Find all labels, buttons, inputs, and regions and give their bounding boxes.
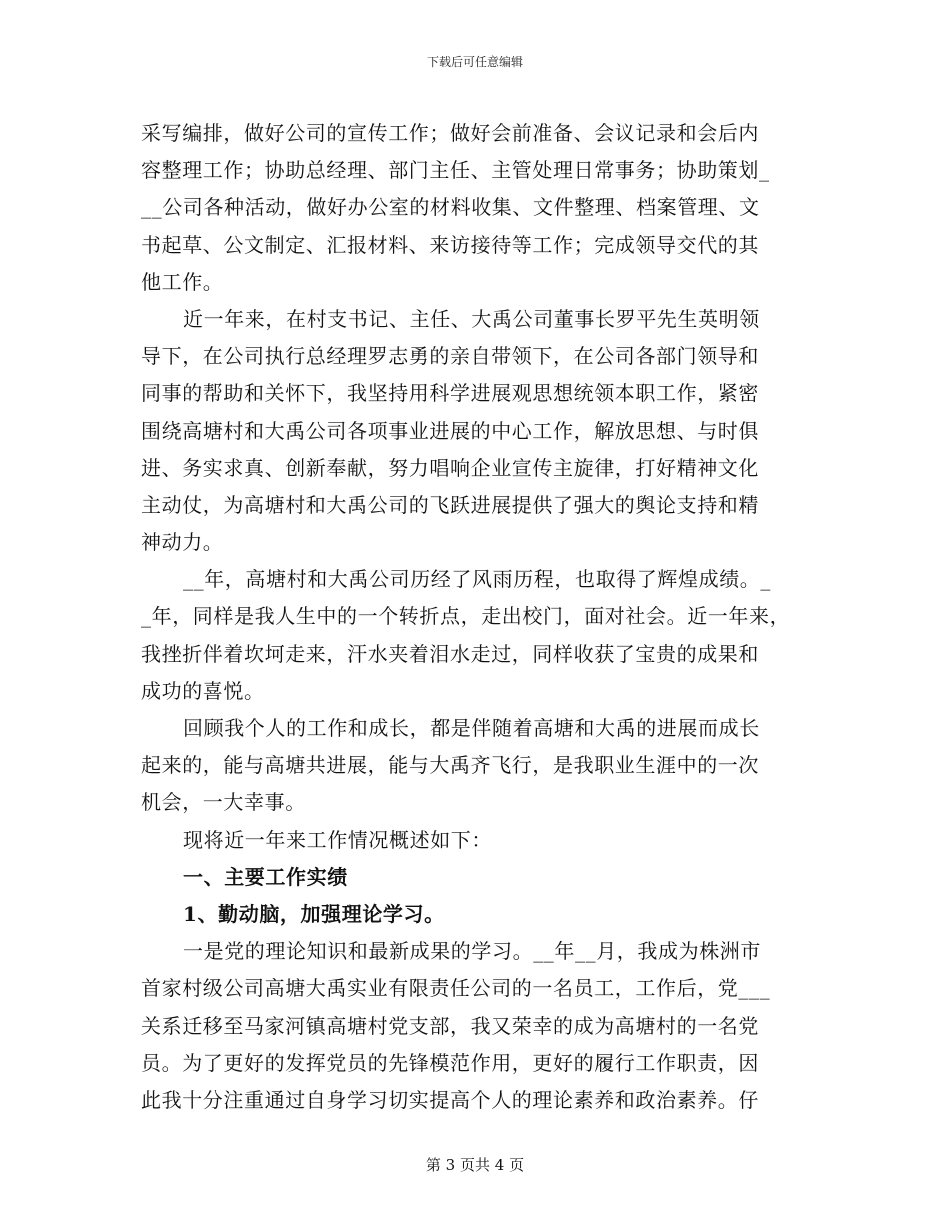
body-line: 起来的，能与高塘共进展，能与大禹齐飞行，是我职业生涯中的一次 [141,753,759,778]
paragraph-start-line: 一是党的理论知识和最新成果的学习。__年__月，我成为株洲市 [183,939,761,964]
page-number-footer: 第 3 页共 4 页 [425,1156,525,1174]
paragraph-start-line: 近一年来，在村支书记、主任、大禹公司董事长罗平先生英明领 [183,306,760,331]
document-body [141,115,821,1119]
body-line: 机会，一大幸事。 [141,790,306,815]
page-header: 下载后可任意编辑 [426,55,523,69]
paragraph-start-line: 回顾我个人的工作和成长，都是伴随着高塘和大禹的进展而成长 [183,716,760,740]
subsection-heading: 1、勤动脑，加强理论学习。 [183,901,445,926]
body-line: 导下，在公司执行总经理罗志勇的亲自带领下，在公司各部门领导和 [141,344,759,369]
body-line: 他工作。 [141,269,224,294]
body-line: 我挫折伴着坎坷走来，汗水夹着泪水走过，同样收获了宝贵的成果和 [141,641,759,666]
body-line: 此我十分注重通过自身学习切实提高个人的理论素养和政治素养。仔 [141,1087,759,1112]
body-line: 神动力。 [141,530,224,555]
section-heading: 一、主要工作实绩 [183,864,348,889]
paragraph-start-line: __年，高塘村和大禹公司历经了风雨历程，也取得了辉煌成绩。_ [183,567,771,592]
body-line: __公司各种活动，做好办公室的材料收集、文件整理、档案管理、文 [141,195,760,220]
body-line: _年，同样是我人生中的一个转折点，走出校门，面对社会。近一年来， [141,604,791,629]
body-line: 首家村级公司高塘大禹实业有限责任公司的一名员工，工作后，党___ [141,976,771,1001]
body-line: 员。为了更好的发挥党员的先锋模范作用，更好的履行工作职责，因 [141,1050,759,1075]
body-line: 主动仗，为高塘村和大禹公司的飞跃进展提供了强大的舆论支持和精 [141,492,759,517]
body-line: 进、务实求真、创新奉献，努力唱响企业宣传主旋律，打好精神文化 [141,455,759,480]
body-line: 同事的帮助和关怀下，我坚持用科学进展观思想统领本职工作，紧密 [141,381,759,406]
body-line: 书起草、公文制定、汇报材料、来访接待等工作；完成领导交代的其 [141,232,759,257]
body-line: 容整理工作；协助总经理、部门主任、主管处理日常事务；协助策划_ [141,158,770,183]
body-line: 采写编排，做好公司的宣传工作；做好会前准备、会议记录和会后内 [141,121,759,145]
paragraph-start-line: 现将近一年来工作情况概述如下： [183,827,492,852]
body-line: 围绕高塘村和大禹公司各项事业进展的中心工作，解放思想、与时俱 [141,418,759,443]
body-line: 成功的喜悦。 [141,678,265,703]
body-line: 关系迁移至马家河镇高塘村党支部，我又荣幸的成为高塘村的一名党 [141,1013,759,1038]
